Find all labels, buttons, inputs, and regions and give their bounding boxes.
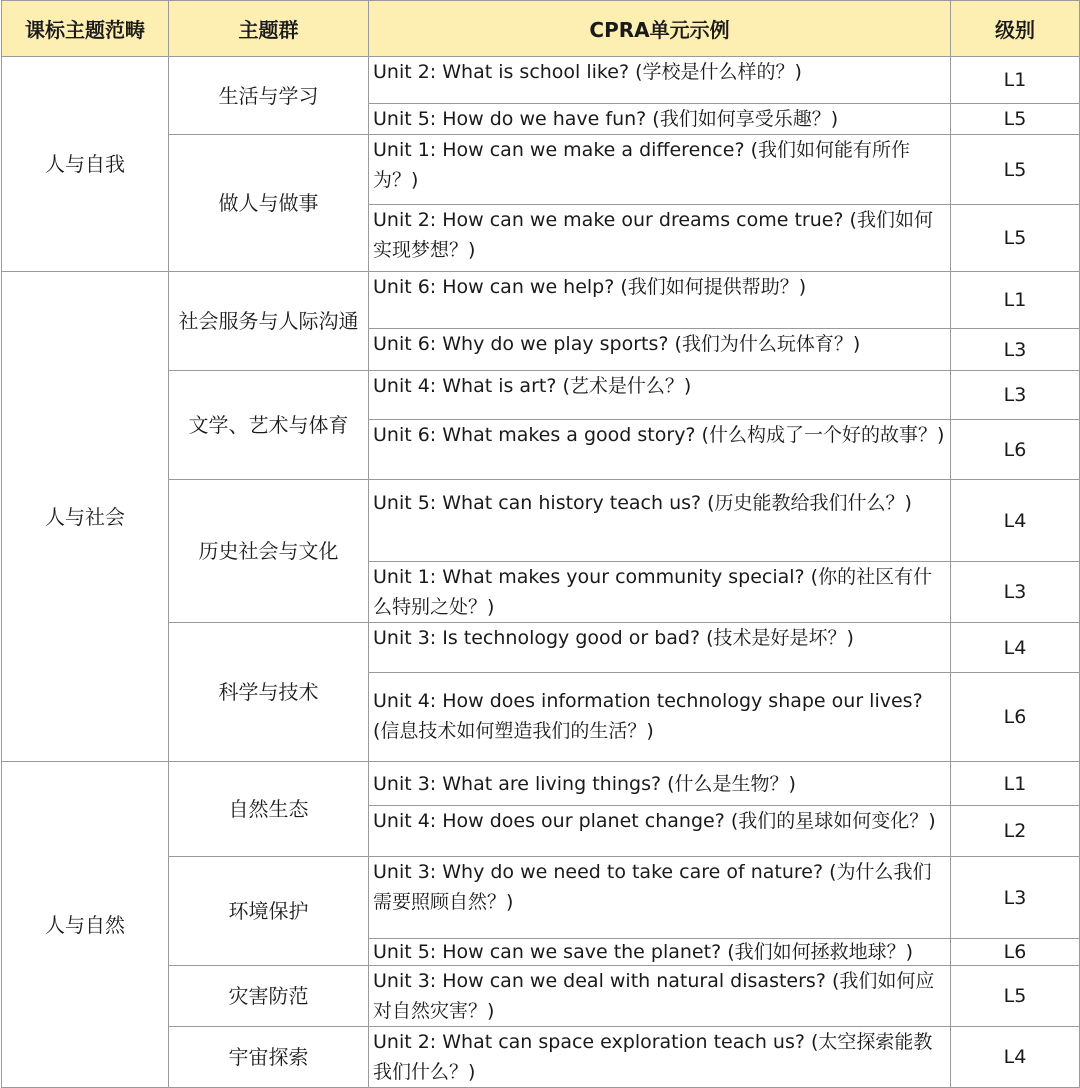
unit-cell: Unit 5: How do we have fun? (我们如何享受乐趣？): [369, 104, 951, 135]
unit-cell: Unit 4: How does information technology shape our lives? (信息技术如何塑造我们的生活？): [369, 673, 951, 762]
level-cell: L3: [951, 562, 1080, 623]
domain-cell: 人与自我: [2, 57, 169, 272]
header-level: 级别: [951, 1, 1080, 57]
unit-cell: Unit 5: How can we save the planet? (我们如何拯救地球？): [369, 939, 951, 966]
level-cell: L3: [951, 329, 1080, 371]
level-cell: L6: [951, 939, 1080, 966]
unit-cell: Unit 6: How can we help? (我们如何提供帮助？): [369, 272, 951, 329]
level-cell: L2: [951, 806, 1080, 857]
domain-cell: 人与自然: [2, 762, 169, 1088]
level-cell: L6: [951, 673, 1080, 762]
level-cell: L1: [951, 272, 1080, 329]
table-row: [2, 57, 1080, 104]
level-cell: L4: [951, 623, 1080, 673]
group-cell: 历史社会与文化: [169, 480, 369, 623]
unit-cell: Unit 6: Why do we play sports? (我们为什么玩体育？): [369, 329, 951, 371]
unit-cell: Unit 4: What is art? (艺术是什么？): [369, 371, 951, 420]
level-cell: L1: [951, 57, 1080, 104]
header-group: 主题群: [169, 1, 369, 57]
unit-cell: Unit 5: What can history teach us? (历史能教给我们什么？): [369, 480, 951, 562]
level-cell: L5: [951, 205, 1080, 272]
level-cell: L5: [951, 966, 1080, 1027]
unit-cell: Unit 3: What are living things? (什么是生物？): [369, 762, 951, 806]
unit-cell: Unit 3: Is technology good or bad? (技术是好是坏？): [369, 623, 951, 673]
level-cell: L5: [951, 135, 1080, 205]
header-row: [2, 1, 1080, 57]
group-cell: 做人与做事: [169, 135, 369, 272]
group-cell: 灾害防范: [169, 966, 369, 1027]
level-cell: L1: [951, 762, 1080, 806]
group-cell: 社会服务与人际沟通: [169, 272, 369, 371]
header-domain: 课标主题范畴: [2, 1, 169, 57]
table-row: [2, 762, 1080, 806]
level-cell: L3: [951, 857, 1080, 939]
unit-cell: Unit 2: What is school like? (学校是什么样的？): [369, 57, 951, 104]
level-cell: L4: [951, 480, 1080, 562]
unit-cell: Unit 1: How can we make a difference? (我们如何能有所作为？): [369, 135, 951, 205]
header-unit: CPRA单元示例: [369, 1, 951, 57]
unit-cell: Unit 2: What can space exploration teach us? (太空探索能教我们什么？): [369, 1027, 951, 1088]
unit-cell: Unit 6: What makes a good story? (什么构成了一个好的故事？): [369, 420, 951, 480]
unit-cell: Unit 3: Why do we need to take care of nature? (为什么我们需要照顾自然？): [369, 857, 951, 939]
group-cell: 科学与技术: [169, 623, 369, 762]
group-cell: 文学、艺术与体育: [169, 371, 369, 480]
table-row: [2, 272, 1080, 329]
group-cell: 宇宙探索: [169, 1027, 369, 1088]
cpra-theme-table: [1, 0, 1080, 1088]
group-cell: 自然生态: [169, 762, 369, 857]
group-cell: 环境保护: [169, 857, 369, 966]
level-cell: L3: [951, 371, 1080, 420]
unit-cell: Unit 3: How can we deal with natural disasters? (我们如何应对自然灾害？): [369, 966, 951, 1027]
level-cell: L5: [951, 104, 1080, 135]
unit-cell: Unit 4: How does our planet change? (我们的星球如何变化？): [369, 806, 951, 857]
group-cell: 生活与学习: [169, 57, 369, 135]
unit-cell: Unit 1: What makes your community special? (你的社区有什么特别之处？): [369, 562, 951, 623]
level-cell: L6: [951, 420, 1080, 480]
unit-cell: Unit 2: How can we make our dreams come true? (我们如何实现梦想？): [369, 205, 951, 272]
level-cell: L4: [951, 1027, 1080, 1088]
domain-cell: 人与社会: [2, 272, 169, 762]
